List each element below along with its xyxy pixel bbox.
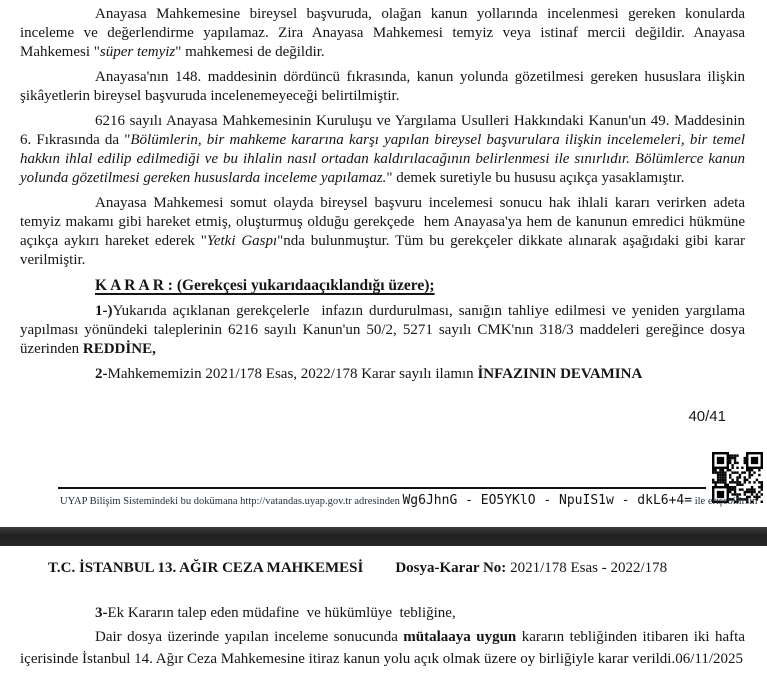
paragraph-anayasa-bireysel: Anayasa Mahkemesine bireysel başvuruda, olağan kanun yollarında incelenmesi gereken konularda inceleme ve değerlendirme yapılamaz. Zira Anayasa Mahkemesi temyiz veya istinaf mercii değildir. Anayasa Mahkemesi "süper temyiz" mahkemesi de değildir. (20, 6, 745, 60)
decision-item-3: 3-Ek Kararın talep eden müdafine ve hükümlüye tebliğine, (95, 605, 456, 621)
page-41-body (20, 602, 745, 672)
closing-paragraph: Dair dosya üzerinde yapılan inceleme sonucunda mütalaaya uygun kararın tebliğinden itibaren iki hafta içerisinde İstanbul 14. Ağır Ceza Mahkemesine itiraz kanun yolu açık olmak üzere oy birliğiyle karar verildi.06/11/2025 (20, 629, 745, 667)
paragraph-yetki-gaspi: Anayasa Mahkemesi somut olayda bireysel başvuru incelemesi sonucu hak ihlali kararı verirken adeta temyiz makamı gibi hareket etmiş, oluşturmuş olduğu gerekçede hem Anayasa'ya hem de kanunun emredici hükmüne açıkça aykırı hareket ederek "Yetki Gaspı"nda bulunmuştur. Tüm bu gerekçeler dikkate alınarak aşağıdaki gibi karar verilmiştir. (20, 195, 745, 268)
court-header (48, 558, 667, 578)
docket-label: Dosya-Karar No: (395, 560, 507, 576)
paragraph-6216-kanun: 6216 sayılı Anayasa Mahkemesinin Kuruluşu ve Yargılama Usulleri Hakkındaki Kanun'un 49. Maddesinin 6. Fıkrasında da "Bölümlerin, bir mahkeme kararına karşı yapılan bireysel başvurulara ilişkin incelemeleri, bir temel hakkın ihlal edilip edilmediği ve bu ihlalin nasıl ortadan kaldırılacağının belirlenmesi ile sınırlıdır. Bölümlerce kanun yolunda gözetilmesi gereken hususlarda inceleme yapılamaz." demek suretiyle bu hususu açıkça yasaklamıştır. (20, 113, 745, 186)
docket-value: 2021/178 Esas - 2022/178 (510, 560, 668, 576)
decision-item-2: 2-Mahkememizin 2021/178 Esas, 2022/178 Karar sayılı ilamın İNFAZININ DEVAMINA (95, 366, 643, 382)
docket-number (395, 560, 667, 576)
court-name: T.C. İSTANBUL 13. AĞIR CEZA MAHKEMESİ (48, 560, 364, 576)
page-separator (0, 527, 767, 546)
footer-access-code: Wg6JhnG - EO5YKlO - NpuIS1w - dkL6+4= (402, 493, 693, 508)
footer-access-text: UYAP Bilişim Sistemindeki bu dokümana http://vatandas.uyap.gov.tr adresinden (60, 496, 403, 507)
footer-access-suffix: ile erişebilirsin (692, 496, 758, 507)
footer-divider (58, 487, 706, 489)
page-40-body (20, 5, 745, 390)
karar-heading: K A R A R : (Gerekçesi yukarıdaaçıklandığı üzere); (95, 277, 435, 294)
page-number: 40/41 (688, 408, 726, 425)
uyap-footer (60, 491, 757, 509)
page-41 (0, 546, 767, 699)
decision-item-1: 1-)Yukarıda açıklanan gerekçelerle infazın durdurulması, sanığın tahliye edilmesi ve yeniden yargılama yapılması yönündeki taleplerinin 6216 sayılı Kanun'un 50/2, 5271 sayılı CMK'nın 318/3 maddeleri gereğince dosya üzerinden REDDİNE, (20, 303, 745, 357)
paragraph-anayasa-148: Anayasa'nın 148. maddesinin dördüncü fıkrasında, kanun yolunda gözetilmesi gereken hususlara ilişkin şikâyetlerin bireysel başvuruda incelenemeyeceği belirtilmiştir. (20, 69, 745, 104)
